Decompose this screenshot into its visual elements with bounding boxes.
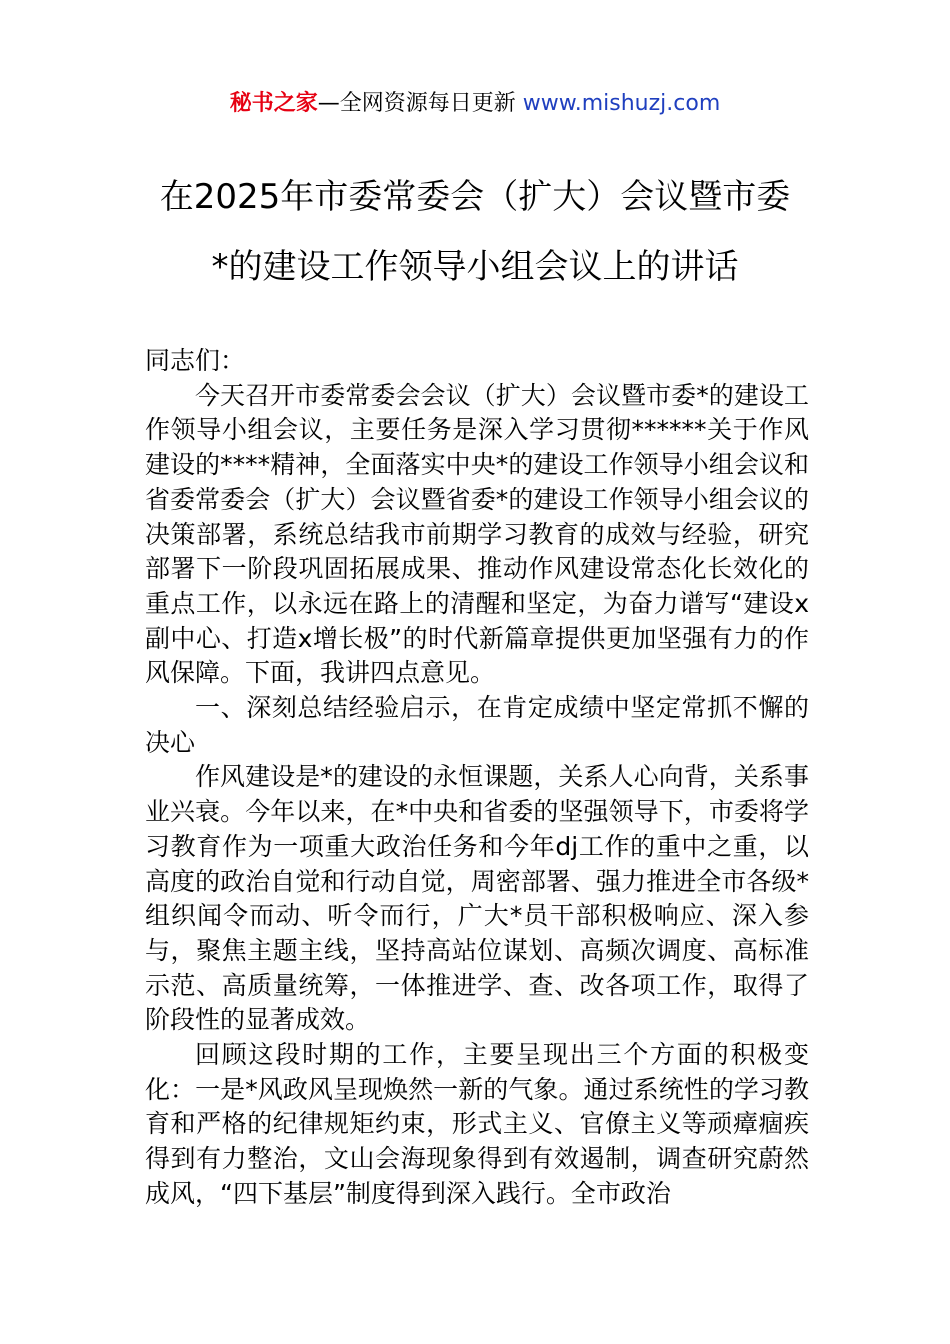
- document-body: [145, 344, 809, 1212]
- title-line-1: 在2025年市委常委会（扩大）会议暨市委: [159, 177, 791, 217]
- section-heading-1: 一、深刻总结经验启示，在肯定成绩中坚定常抓不懈的决心: [145, 693, 809, 757]
- paragraph-2: 作风建设是*的建设的永恒课题，关系人心向背，关系事业兴衰。今年以来，在*中央和省委的坚强领导下，市委将学习教育作为一项重大政治任务和今年dj工作的重中之重，以高度的政治自觉和行动自觉，周密部署、强力推进全市各级*组织闻令而动、听令而行，广大*员干部积极响应、深入参与，聚焦主题主线，坚持高站位谋划、高频次调度、高标准示范、高质量统筹，一体推进学、查、改各项工作，取得了阶段性的显著成效。: [145, 762, 809, 1035]
- paragraph-intro: 今天召开市委常委会会议（扩大）会议暨市委*的建设工作领导小组会议，主要任务是深入学习贯彻******关于作风建设的****精神，全面落实中央*的建设工作领导小组会议和省委常委会（扩大）会议暨省委*的建设工作领导小组会议的决策部署，系统总结我市前期学习教育的成效与经验，研究部署下一阶段巩固拓展成果、推动作风建设常态化长效化的重点工作，以永远在路上的清醒和坚定，为奋力谱写“建设x副中心、打造x增长极”的时代新篇章提供更加坚强有力的作风保障。下面，我讲四点意见。: [145, 380, 809, 688]
- site-header: [0, 88, 950, 120]
- site-tagline: —全网资源每日更新: [317, 91, 523, 116]
- site-url-link[interactable]: www.mishuzj.com: [522, 91, 721, 116]
- document-title: [100, 162, 850, 302]
- paragraph-3: 回顾这段时期的工作，主要呈现出三个方面的积极变化：一是*风政风呈现焕然一新的气象。通过系统性的学习教育和严格的纪律规矩约束，形式主义、官僚主义等顽瘴痼疾得到有力整治，文山会海现象得到有效遏制，调查研究蔚然成风，“四下基层”制度得到深入践行。全市政治: [145, 1040, 809, 1208]
- title-line-2: *的建设工作领导小组会议上的讲话: [211, 247, 739, 287]
- site-brand: 秘书之家: [229, 91, 318, 116]
- salutation: 同志们：: [145, 346, 246, 375]
